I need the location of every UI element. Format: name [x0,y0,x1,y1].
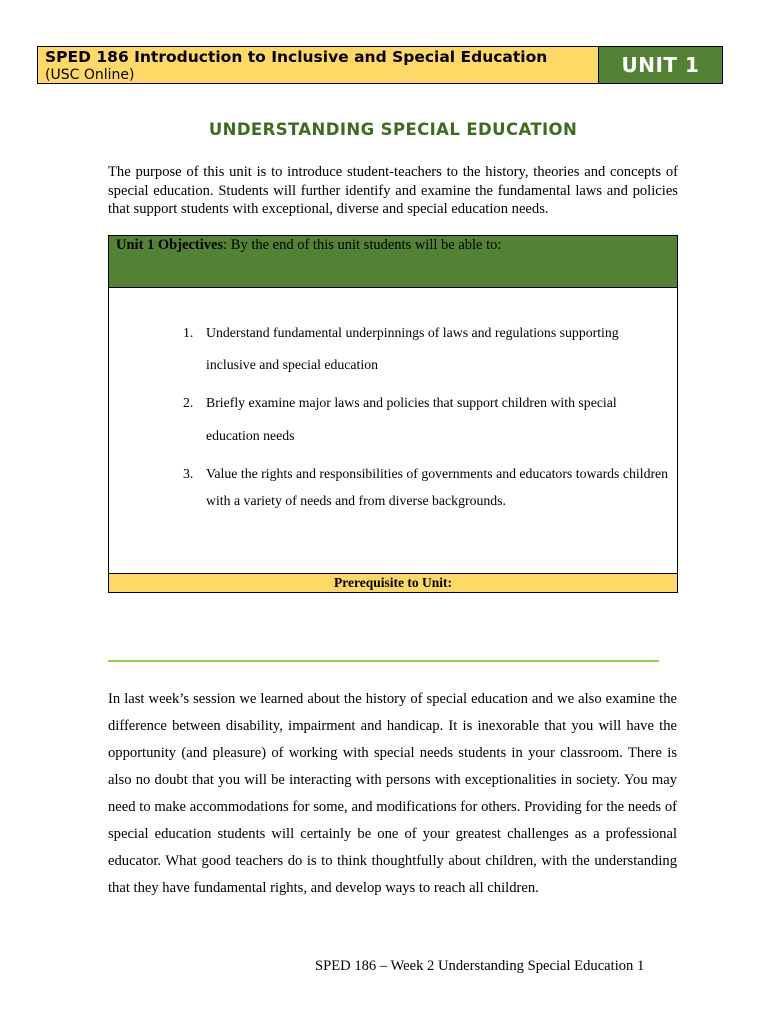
course-header [37,46,723,84]
intro-paragraph: The purpose of this unit is to introduce student-teachers to the history, theories and concepts of special education. Students will further identify and examine the fundamental laws and policies that support students with exceptional, diverse and special education needs. [108,164,678,217]
prerequisite-bar: Prerequisite to Unit: [109,573,677,592]
unit-badge: UNIT 1 [599,47,722,83]
course-subtitle: (USC Online) [45,67,135,83]
objectives-heading-bold: Unit 1 Objectives [116,237,224,253]
page-title: UNDERSTANDING SPECIAL EDUCATION [208,120,578,139]
course-header-left [38,47,599,83]
objective-line: Understand fundamental underpinnings of laws and regulations supporting [206,325,619,340]
objectives-heading [109,236,677,288]
objective-number: 3. [183,466,194,481]
objective-line: Value the rights and responsibilities of governments and educators towards children [206,466,669,481]
section-divider [108,660,659,662]
objectives-box [108,235,678,593]
objective-line: with a variety of needs and from diverse backgrounds. [206,493,506,508]
objectives-heading-text: : By the end of this unit students will be able to: [223,237,502,253]
course-title: SPED 186 Introduction to Inclusive and Special Education [45,48,548,66]
page-footer: SPED 186 – Week 2 Understanding Special Education 1 [315,958,645,974]
objective-number: 2. [183,395,194,410]
objective-number: 1. [183,325,194,340]
objective-line: inclusive and special education [206,357,379,372]
objective-line: Briefly examine major laws and policies that support children with special [206,395,617,410]
objective-line: education needs [206,428,295,443]
body-paragraph: In last week’s session we learned about the history of special education and we also examine the difference between disability, impairment and handicap. It is inexorable that you will have the opportunity (and pleasure) of working with special needs students in your classroom. There is also no doubt that you will be interacting with persons with exceptionalities in society. You may need to make accommodations for some, and modifications for others. Providing for the needs of special education students will certainly be one of your greatest challenges as a professional educator. What good teachers do is to think thoughtfully about children, with the understanding that they have fundamental rights, and develop ways to reach all children. [108,691,677,896]
